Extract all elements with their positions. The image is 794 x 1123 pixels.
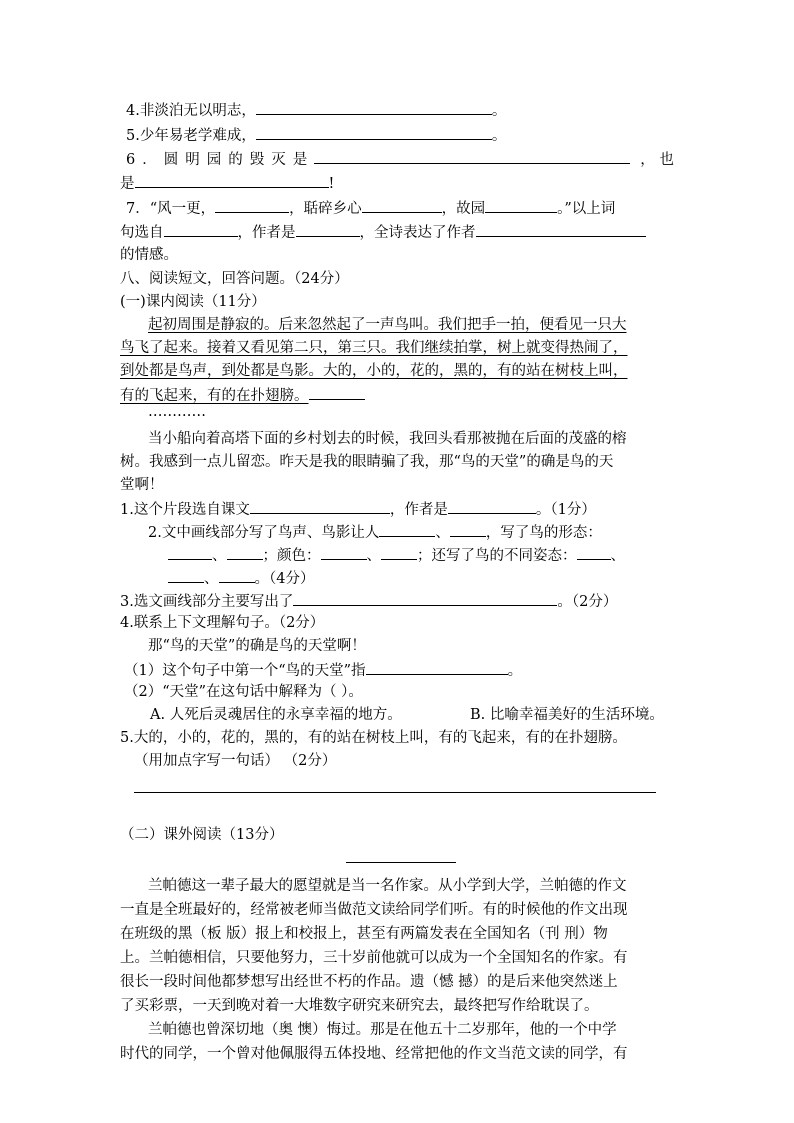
reading-line-6: 了买彩票，一天到晚对着一大堆数字研究来研究去，最终把写作给耽误了。 [120, 998, 599, 1014]
q2-color: ；颜色： [262, 548, 321, 564]
answer-blank[interactable] [227, 543, 263, 560]
answer-blank[interactable] [450, 520, 486, 537]
question-8-5: 5.大的，小的，花的，黑的，有的站在树枝上叫，有的飞起来，有的在扑翅膀。 [120, 730, 627, 746]
question-7-cont [120, 220, 646, 244]
answer-blank[interactable] [296, 220, 360, 237]
reading-line-8: 时代的同学，一个曾对他佩服得五体投地、经常把他的作文当范文读的同学，有 [120, 1046, 628, 1062]
question-5-end: 。 [491, 128, 507, 144]
q4-sub-1 [124, 658, 522, 682]
question-7-end: 的情感。 [120, 247, 178, 263]
answer-blank[interactable] [366, 658, 508, 675]
question-6-cont [120, 171, 334, 195]
question-4-text: 4.非淡泊无以明志， [126, 103, 256, 119]
answer-blank[interactable] [168, 543, 212, 560]
question-7-text: 7．“风一更， [126, 201, 216, 217]
ellipsis: ………… [148, 404, 206, 420]
question-8-3 [120, 589, 617, 613]
passage-1-line-2: 鸟飞了起来。接着又看见第二只，第三只。我们继续拍掌，树上就变得热闹了， [120, 340, 628, 356]
question-6-also: ， 也 [640, 152, 674, 168]
q2-sep: 、 [204, 571, 219, 587]
q2-sep: 、 [212, 548, 227, 564]
answer-blank[interactable] [321, 543, 367, 560]
passage-1-line-3: 到处都是鸟声，到处都是鸟影。大的，小的，花的，黑的，有的站在树枝上叫， [120, 363, 628, 379]
answer-blank[interactable] [485, 196, 557, 213]
q2-end: 。（4分） [254, 571, 315, 587]
question-7-feeling: ，全诗表达了作者 [359, 225, 476, 241]
q3-end: 。（2分） [557, 594, 618, 610]
q2-posture: ；还写了鸟的不同姿态： [417, 548, 577, 564]
answer-blank[interactable] [135, 171, 329, 188]
q4-sentence: 那“鸟的天堂”的确是鸟的天堂啊！ [148, 638, 366, 654]
q4-option-b[interactable]: B. 比喻幸福美好的生活环境。 [470, 707, 664, 723]
answer-blank[interactable] [476, 220, 646, 237]
q1-author: ，作者是 [389, 502, 448, 518]
question-8-2-end [168, 566, 314, 590]
answer-blank[interactable] [164, 220, 238, 237]
answer-blank[interactable] [250, 497, 390, 514]
question-5 [126, 123, 506, 147]
answer-blank[interactable] [168, 566, 204, 583]
question-8-2 [148, 520, 602, 544]
answer-blank[interactable] [219, 566, 255, 583]
q2-shape: ，写了鸟的形态： [485, 525, 602, 541]
question-7-source: 句选自 [120, 225, 164, 241]
section-8-title: 八、阅读短文，回答问题。（24分） [120, 271, 349, 287]
title-blank[interactable] [346, 862, 456, 863]
question-4-end: 。 [491, 103, 507, 119]
question-6-text: 6．圆明园的毁灭是 [126, 152, 315, 168]
reading-line-5: 很长一段时间他都梦想写出经世不朽的作品。遗（憾 撼）的是后来他突然迷上 [120, 974, 618, 990]
question-6-end: ! [328, 176, 335, 192]
passage-2-line-2: 树。我感到一点儿留恋。昨天是我的眼睛骗了我，那“鸟的天堂”的确是鸟的天 [120, 454, 614, 470]
answer-blank[interactable] [362, 196, 442, 213]
q2-text: 2.文中画线部分写了鸟声、鸟影让人 [148, 525, 380, 541]
question-4 [126, 98, 506, 122]
part-2-title: （二）课外阅读（13分） [120, 827, 284, 843]
reading-line-3: 在班级的黑（板 版）报上和校报上，甚至有两篇发表在全国知名（刊 刑）物 [120, 926, 608, 942]
question-8-4: 4.联系上下文理解句子。（2分） [120, 615, 325, 631]
question-7-author: ，作者是 [237, 225, 296, 241]
reading-line-4: 上。兰帕德相信，只要他努力，三十岁前他就可以成为一个全国知名的作家。有 [120, 950, 628, 966]
answer-blank[interactable] [448, 497, 536, 514]
answer-blank[interactable] [256, 98, 492, 115]
passage-1-line-4-text: 有的飞起来，有的在扑翅膀。 [120, 388, 309, 404]
q2-sep: 、 [610, 548, 625, 564]
reading-line-2: 一直是全班最好的，经常被老师当做范文读给同学们听。有的时候他的作文出现 [120, 902, 628, 918]
answer-blank[interactable] [314, 147, 630, 164]
question-8-2-cont [168, 543, 625, 567]
answer-blank[interactable] [577, 543, 611, 560]
passage-2-line-3: 堂啊！ [120, 477, 164, 493]
part-1-title: (一)课内阅读（11分） [120, 294, 266, 310]
passage-2-line-1: 当小船向着高塔下面的乡村划去的时候，我回头看那被抛在后面的茂盛的榕 [148, 431, 627, 447]
question-8-1 [120, 497, 596, 521]
answer-blank[interactable] [293, 589, 557, 606]
q2-sep: 、 [366, 548, 381, 564]
q3-text: 3.选文画线部分主要写出了 [120, 594, 294, 610]
question-6-shi: 是 [120, 176, 135, 192]
reading-line-1: 兰帕德这一辈子最大的愿望就是当一名作家。从小学到大学，兰帕德的作文 [148, 878, 627, 894]
answer-blank[interactable] [379, 520, 435, 537]
underline-tail [309, 383, 365, 400]
answer-blank[interactable] [381, 543, 417, 560]
q4-sub-1-text: （1）这个句子中第一个“鸟的天堂”指 [124, 663, 366, 679]
question-5-text: 5.少年易老学难成， [126, 128, 256, 144]
question-7-text-4: 。”以上词 [557, 201, 616, 217]
q2-sep: 、 [435, 525, 450, 541]
question-6 [126, 147, 674, 171]
reading-line-7: 兰帕德也曾深切地（奥 懊）悔过。那是在他五十二岁那年，他的一个中学 [148, 1022, 617, 1038]
answer-blank[interactable] [256, 123, 492, 140]
question-7-text-2: ，聒碎乡心 [289, 201, 362, 217]
q4-sub-2: （2）“天堂”在这句话中解释为（ ）。 [124, 684, 363, 700]
q1-end: 。（1分） [535, 502, 596, 518]
answer-line[interactable] [134, 792, 656, 793]
passage-1-line-1: 起初周围是静寂的。后来忽然起了一声鸟叫。我们把手一拍，便看见一只大 [148, 317, 627, 333]
question-7 [126, 196, 615, 220]
q4-sub-1-end: 。 [507, 663, 523, 679]
q1-text: 1.这个片段选自课文 [120, 502, 250, 518]
answer-blank[interactable] [215, 196, 289, 213]
q4-option-a[interactable]: A. 人死后灵魂居住的永享幸福的地方。 [150, 707, 402, 723]
question-7-text-3: ，故园 [441, 201, 486, 217]
question-8-5-instr: （用加点字写一句话） （2分） [134, 753, 337, 769]
